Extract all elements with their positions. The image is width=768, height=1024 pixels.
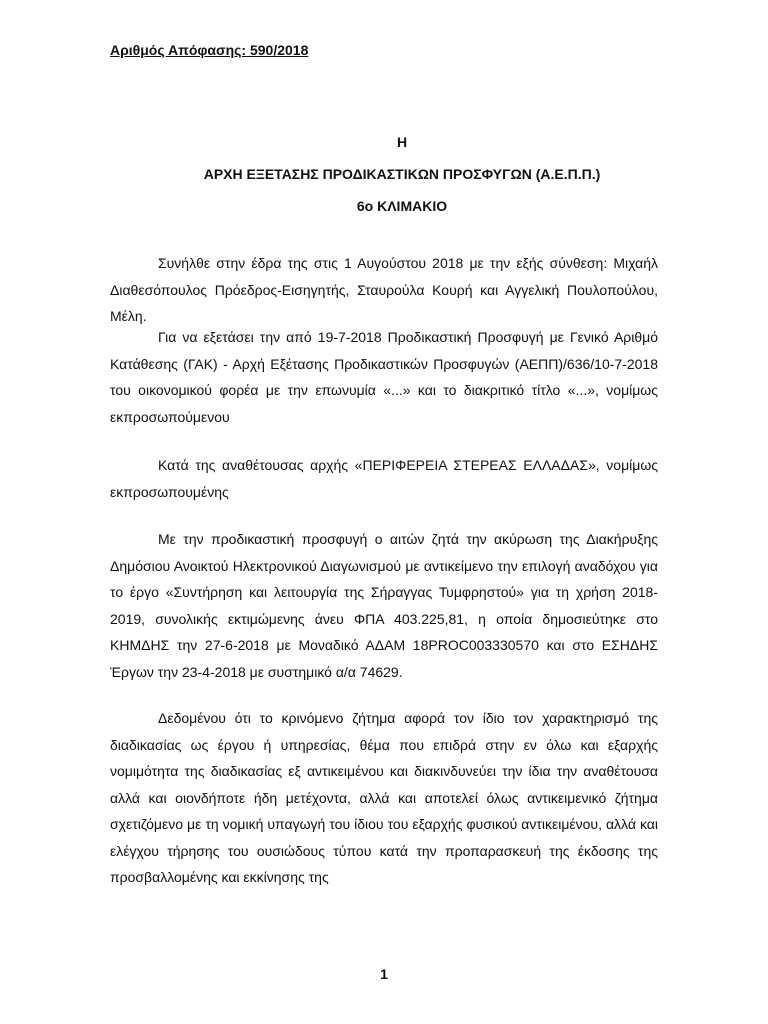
chamber-title: 6ο ΚΛΙΜΑΚΙΟ <box>356 198 448 214</box>
paragraph-appeal-subject: Με την προδικαστική προσφυγή ο αιτών ζητά την ακύρωση της Διακήρυξης Δημόσιου Ανοικτού Ηλεκτρονικού Διαγωνισμού με αντικείμενο την επιλογή αναδόχου για το έργο «Συντήρηση και λειτουργία της Σήραγγας Τυμφρηστού» για τη χρήση 2018-2019, συνολικής εκτιμώμενης άνευ ΦΠΑ 403.225,81, η οποία δημοσιεύτηκε στο ΚΗΜΔΗΣ την 27-6-2018 με Μοναδικό ΑΔΑΜ 18PROC003330570 και στο ΕΣΗΔΗΣ Έργων την 23-4-2018 με συστημικό α/α 74629. <box>110 531 658 680</box>
page-number: 1 <box>380 966 388 982</box>
authority-title: ΑΡΧΗ ΕΞΕΤΑΣΗΣ ΠΡΟΔΙΚΑΣΤΙΚΩΝ ΠΡΟΣΦΥΓΩΝ (Α.Ε.Π.Π.) <box>203 166 601 182</box>
title-article: Η <box>396 134 408 150</box>
paragraph-contracting-authority: Κατά της αναθέτουσας αρχής «ΠΕΡΙΦΕΡΕΙΑ ΣΤΕΡΕΑΣ ΕΛΛΑΔΑΣ», νομίμως εκπροσωπουμένης <box>110 457 658 500</box>
paragraph-session-composition: Συνήλθε στην έδρα της στις 1 Αυγούστου 2018 με την εξής σύνθεση: Μιχαήλ Διαθεσόπουλος Πρόεδρος-Εισηγητής, Σταυρούλα Κουρή και Αγγελική Πουλοπούλου, Μέλη. <box>110 255 658 324</box>
paragraph-reasoning: Δεδομένου ότι το κρινόμενο ζήτημα αφορά τον ίδιο τον χαρακτηρισμό της διαδικασίας ως έργου ή υπηρεσίας, θέμα που επιδρά στην εν όλω και εξαρχής νομιμότητα της διαδικασίας εξ αντικειμένου και διακινδυνεύει την ίδια την αναθέτουσα αλλά και οιονδήποτε ήδη μετέχοντα, αλλά και αποτελεί όλως αντικειμενικό ζήτημα σχετιζόμενο με τη νομική υπαγωγή του ίδιου του εξαρχής φυσικού αντικειμένου, αλλά και ελέγχου τήρησης του ουσιώδους τύπου κατά την προπαρασκευή της έκδοσης της προσβαλλομένης και εκκίνησης της <box>110 710 658 885</box>
paragraph-appeal-details: Για να εξετάσει την από 19-7-2018 Προδικαστική Προσφυγή με Γενικό Αριθμό Κατάθεσης (ΓΑΚ) - Αρχή Εξέτασης Προδικαστικών Προσφυγών (ΑΕΠΠ)/636/10-7-2018 του οικονομικού φορέα με την επωνυμία «...» και το διακριτικό τίτλο «...», νομίμως εκπροσωπούμενου <box>110 329 658 425</box>
decision-number: Αριθμός Απόφασης: 590/2018 <box>110 42 309 58</box>
